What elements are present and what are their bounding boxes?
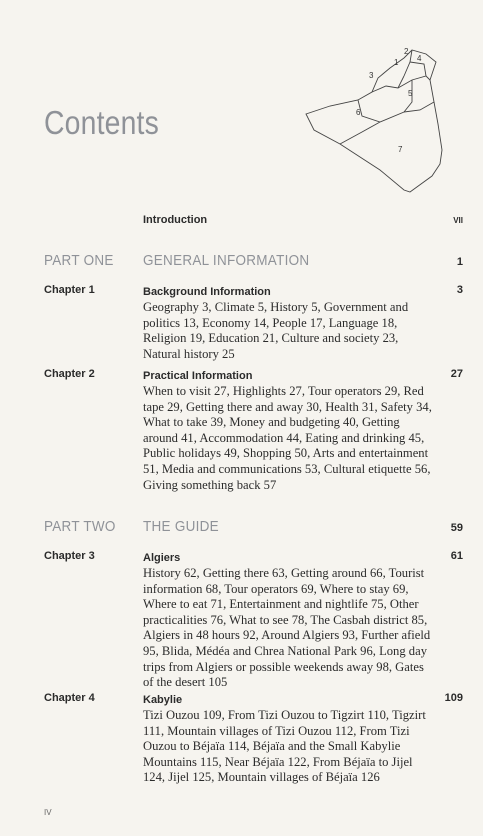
chapter-2-topics: When to visit 27, Highlights 27, Tour operators 29, Red tape 29, Getting there and away 30, Health 31, Safety 34, What to take 39, Money and budgeting 40, Getting around 41, Accommodation 44, Eating and drinking 45, Public holidays 49, Shopping 50, Arts and entertainment 51, Media and communications 53, Cultural etiquette 56, Giving something back 57: [143, 384, 432, 492]
map-label-3: 3: [369, 71, 374, 80]
chapter-4-title: Kabylie: [143, 694, 183, 706]
map-label-4: 4: [417, 54, 422, 63]
map-label-7: 7: [398, 145, 403, 154]
chapter-1-page: 3: [456, 284, 463, 296]
chapter-1-label: Chapter 1: [44, 284, 95, 296]
page-title: Contents: [44, 104, 159, 141]
part-two-page: 59: [450, 522, 463, 534]
chapter-4-label: Chapter 4: [44, 692, 95, 704]
chapter-3-topics: History 62, Getting there 63, Getting around 66, Tourist information 68, Tour operators 69, Where to stay 69, Where to eat 71, Entertainment and nightlife 75, Other practicalities 76, What to see 78, The Casbah district 85, Algiers in 48 hours 92, Around Algiers 93, Further afield 95, Blida, Médéa and Chrea National Park 96, Long day trips from Algiers or possible weekends away 98, Gates of the desert 105: [143, 566, 431, 690]
chapter-3-page: 61: [450, 550, 463, 562]
intro-title: Introduction: [143, 214, 208, 226]
part-one-page: 1: [456, 256, 463, 268]
chapter-1-title: Background Information: [143, 286, 271, 298]
chapter-3-title: Algiers: [143, 552, 181, 564]
region-map: [300, 40, 450, 200]
chapter-4-topics: Tizi Ouzou 109, From Tizi Ouzou to Tigzirt 110, Tigzirt 111, Mountain villages of Tizi Ouzou 112, From Tizi Ouzou to Béjaïa 114, Béjaïa and the Small Kabylie Mountains 115, Near Béjaïa 122, From Béjaïa to Jijel 124, Jijel 125, Mountain villages of Béjaïa 126: [143, 708, 426, 785]
page-folio: IV: [44, 808, 52, 817]
algeria-region-map: [300, 40, 450, 200]
map-label-2: 2: [404, 47, 409, 56]
part-one-title: GENERAL INFORMATION: [143, 252, 310, 269]
chapter-2-page: 27: [450, 368, 463, 380]
intro-page: VII: [453, 216, 463, 225]
part-two-label: PART TWO: [44, 518, 116, 535]
map-label-1: 1: [394, 58, 399, 67]
part-one-label: PART ONE: [44, 252, 114, 269]
chapter-2-title: Practical Information: [143, 370, 253, 382]
chapter-1-topics: Geography 3, Climate 5, History 5, Government and politics 13, Economy 14, People 17, Language 18, Religion 19, Education 21, Culture and society 23, Natural history 25: [143, 300, 409, 361]
part-two-title: THE GUIDE: [143, 518, 219, 535]
map-label-5: 5: [408, 89, 413, 98]
chapter-3-label: Chapter 3: [44, 550, 95, 562]
chapter-2-label: Chapter 2: [44, 368, 95, 380]
map-label-6: 6: [356, 108, 361, 117]
chapter-4-page: 109: [444, 692, 463, 704]
